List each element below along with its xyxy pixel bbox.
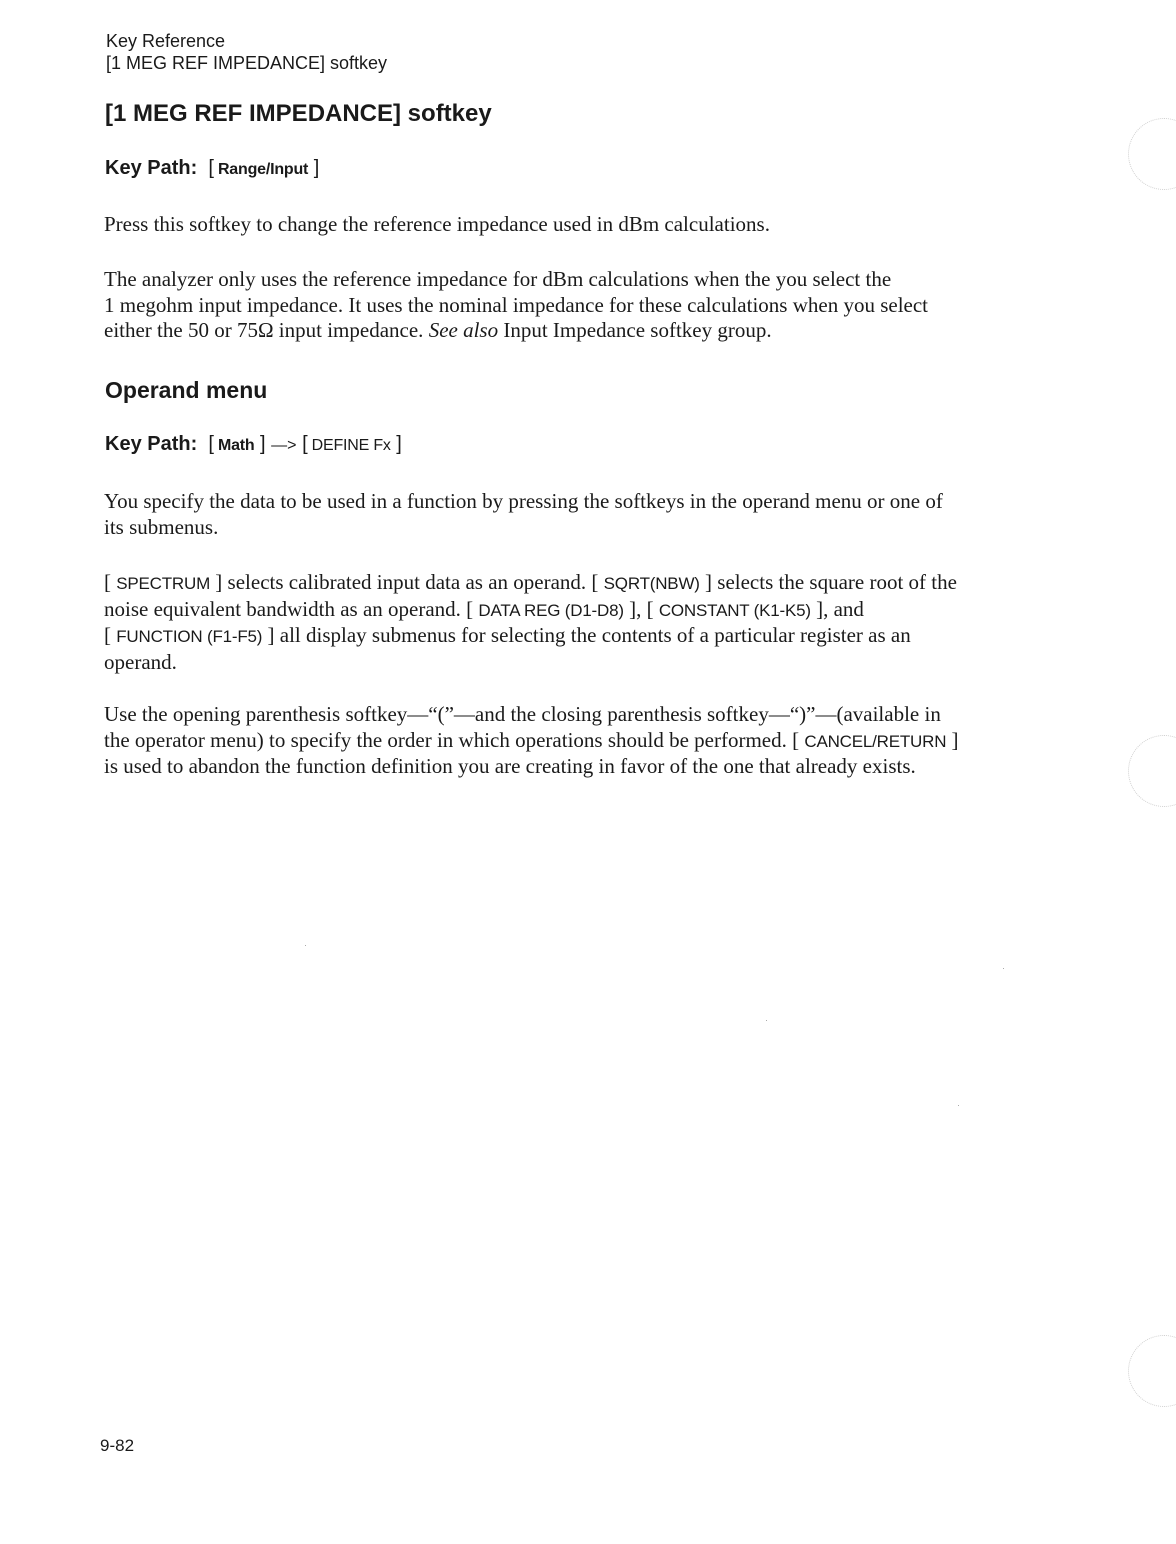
page-number: 9-82 — [100, 1436, 135, 1455]
arrow-icon: —> — [271, 437, 297, 454]
binder-hole-mark — [1128, 118, 1176, 190]
running-header-line2: [1 MEG REF IMPEDANCE] softkey — [106, 53, 388, 73]
key-path-label: Key Path: — [105, 157, 198, 179]
section-title-operand-menu: Operand menu — [105, 377, 268, 403]
key-define-fx: DEFINE Fx — [311, 437, 391, 454]
key-cancel-return: CANCEL/RETURN — [804, 731, 947, 751]
key-math: Math — [217, 437, 255, 454]
see-also-text: See also — [428, 318, 499, 342]
running-header — [106, 30, 387, 74]
paragraph-operand-intro: You specify the data to be used in a function by pressing the softkeys in the operand menu or one of its submenus. — [104, 489, 943, 539]
scan-speck — [766, 1020, 767, 1021]
key-function: FUNCTION (F1-F5) — [116, 627, 263, 646]
scan-speck — [305, 945, 306, 946]
key-spectrum: SPECTRUM — [116, 574, 211, 593]
scan-speck — [958, 1105, 959, 1106]
key-path-2: Key Path: [ Math ] —> [ DEFINE Fx ] — [105, 433, 402, 455]
key-range-input: Range/Input — [217, 161, 309, 178]
binder-hole-mark — [1128, 1335, 1176, 1407]
key-path-1: Key Path: [ Range/Input ] — [105, 157, 320, 179]
paragraph-analyzer-impedance: The analyzer only uses the reference impedance for dBm calculations when the you select the 1 megohm input impedance. It uses the nominal impedance for these calculations when you select either the 50 or 75Ω input impedance. See also Input Impedance softkey group. — [104, 267, 929, 342]
key-sqrt-nbw: SQRT(NBW) — [603, 574, 700, 593]
section-title-1-meg-ref-impedance: [1 MEG REF IMPEDANCE] softkey — [105, 100, 492, 127]
paragraph-parenthesis: Use the opening parenthesis softkey—“(”—and the closing parenthesis softkey—“)”—(available in the operator menu) to specify the order in which operations should be performed. [ CANCEL/RETURN ] is used to abandon the function definition you are creating in favor of the one that already exists. — [104, 702, 959, 778]
key-path-label: Key Path: — [105, 433, 198, 455]
binder-hole-mark — [1128, 735, 1176, 807]
running-header-line1: Key Reference — [106, 31, 226, 51]
key-constant: CONSTANT (K1-K5) — [658, 600, 811, 620]
scan-speck — [1003, 968, 1004, 969]
paragraph-operand-keys: [ SPECTRUM ] selects calibrated input data as an operand. [ SQRT(NBW) ] selects the square root of the noise equivalent bandwidth as an operand. [ DATA REG (D1-D8) ], [ CONSTANT (K1-K5) ], and [ FUNCTION (F1-F5) ] all display submenus for selecting the contents of a particular register as an operand. — [104, 570, 957, 674]
paragraph-press-softkey: Press this softkey to change the reference impedance used in dBm calculations. — [104, 212, 770, 236]
key-data-reg: DATA REG (D1-D8) — [478, 600, 624, 620]
